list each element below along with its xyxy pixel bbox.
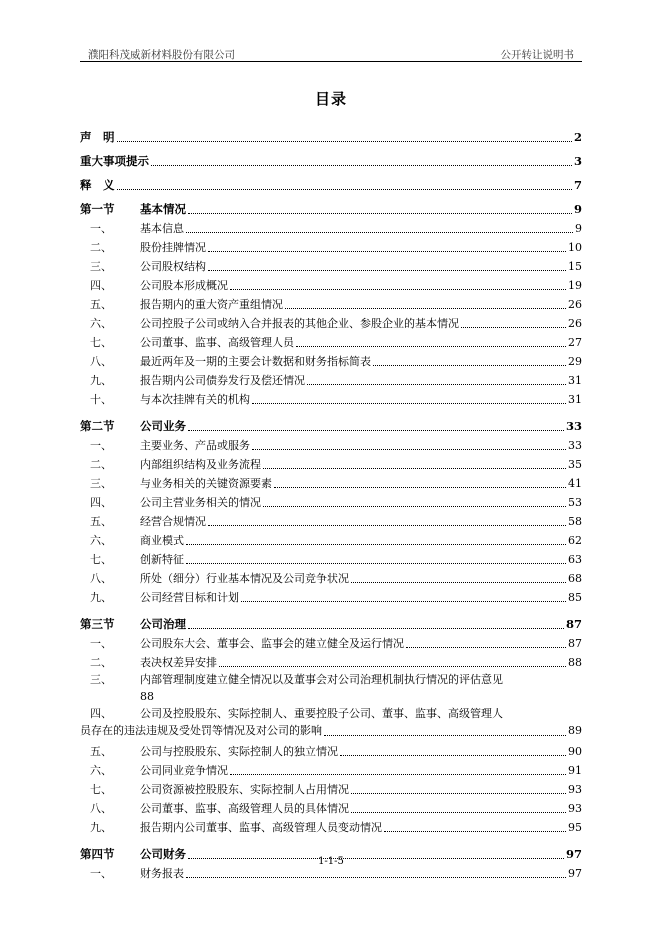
chapter-page: 97 xyxy=(565,847,582,861)
entry-number: 一、 xyxy=(90,439,112,452)
toc-entry[interactable] xyxy=(80,311,582,330)
entry-page: 88 xyxy=(140,690,154,703)
leader-dots xyxy=(351,792,566,794)
table-of-contents xyxy=(80,120,582,880)
entry-text: 公司与控股股东、实际控制人的独立情况 xyxy=(140,745,338,758)
toc-entry-title: 声 明 xyxy=(80,130,115,144)
leader-dots xyxy=(188,627,564,629)
chapter-title: 公司业务 xyxy=(140,419,186,433)
leader-dots xyxy=(373,364,566,366)
chapter-1-items xyxy=(80,216,582,406)
toc-entry-declaration[interactable] xyxy=(80,120,582,144)
entry-text: 报告期内的重大资产重组情况 xyxy=(140,298,283,311)
toc-entry[interactable] xyxy=(80,650,582,669)
entry-page: 63 xyxy=(568,553,582,566)
toc-entry[interactable] xyxy=(80,330,582,349)
leader-dots xyxy=(186,543,566,545)
toc-entry[interactable] xyxy=(80,471,582,490)
leader-dots xyxy=(263,505,566,507)
entry-text: 所处（细分）行业基本情况及公司竞争状况 xyxy=(140,572,349,585)
leader-dots xyxy=(117,140,572,142)
leader-dots xyxy=(324,734,566,736)
entry-text: 公司资源被控股股东、实际控制人占用情况 xyxy=(140,783,349,796)
entry-page: 41 xyxy=(568,477,582,490)
entry-page: 62 xyxy=(568,534,582,547)
leader-dots xyxy=(285,307,566,309)
entry-page: 91 xyxy=(568,764,582,777)
leader-dots xyxy=(384,830,566,832)
header-doc-type: 公开转让说明书 xyxy=(500,49,574,61)
entry-page: 35 xyxy=(568,458,582,471)
toc-entry[interactable] xyxy=(80,273,582,292)
entry-page: 9 xyxy=(575,222,582,235)
leader-dots xyxy=(219,665,566,667)
chapter-title: 公司治理 xyxy=(140,617,186,631)
chapter-3-items xyxy=(80,631,582,669)
entry-number: 三、 xyxy=(90,673,112,686)
toc-entry[interactable] xyxy=(80,235,582,254)
toc-entry[interactable] xyxy=(80,796,582,815)
entry-text: 公司股本形成概况 xyxy=(140,279,228,292)
entry-number: 四、 xyxy=(90,496,112,509)
leader-dots xyxy=(208,269,566,271)
toc-entry-ch3-item3[interactable] xyxy=(80,671,582,705)
entry-text: 公司股权结构 xyxy=(140,260,206,273)
page-title: 目录 xyxy=(314,90,347,108)
entry-text: 公司董事、监事、高级管理人员的具体情况 xyxy=(140,802,349,815)
toc-entry-title: 重大事项提示 xyxy=(80,154,149,168)
entry-number: 七、 xyxy=(90,783,112,796)
chapter-page: 87 xyxy=(565,617,582,631)
toc-entry[interactable] xyxy=(80,509,582,528)
entry-text: 内部组织结构及业务流程 xyxy=(140,458,261,471)
entry-number: 八、 xyxy=(90,802,112,815)
entry-number: 九、 xyxy=(90,591,112,604)
entry-number: 二、 xyxy=(90,241,112,254)
entry-number: 八、 xyxy=(90,355,112,368)
entry-number: 七、 xyxy=(90,553,112,566)
entry-number: 二、 xyxy=(90,656,112,669)
entry-text: 表决权差异安排 xyxy=(140,656,217,669)
leader-dots xyxy=(263,467,566,469)
toc-entry[interactable] xyxy=(80,452,582,471)
entry-number: 五、 xyxy=(90,298,112,311)
entry-number: 四、 xyxy=(90,707,112,720)
entry-text: 报告期内公司董事、监事、高级管理人员变动情况 xyxy=(140,821,382,834)
toc-entry[interactable] xyxy=(80,758,582,777)
entry-text: 商业模式 xyxy=(140,534,184,547)
entry-text: 基本信息 xyxy=(140,222,184,235)
entry-text: 公司同业竞争情况 xyxy=(140,764,228,777)
entry-page: 31 xyxy=(568,374,582,387)
toc-entry[interactable] xyxy=(80,292,582,311)
entry-page: 93 xyxy=(568,802,582,815)
leader-dots xyxy=(307,383,566,385)
entry-page: 95 xyxy=(568,821,582,834)
entry-number: 四、 xyxy=(90,279,112,292)
toc-entry[interactable] xyxy=(80,254,582,273)
entry-number: 一、 xyxy=(90,867,112,880)
entry-text: 财务报表 xyxy=(140,867,184,880)
entry-page: 26 xyxy=(568,298,582,311)
page-header xyxy=(80,45,582,62)
toc-entry[interactable] xyxy=(80,216,582,235)
chapter-2-items xyxy=(80,433,582,604)
entry-text: 最近两年及一期的主要会计数据和财务指标简表 xyxy=(140,355,371,368)
entry-number: 六、 xyxy=(90,534,112,547)
leader-dots xyxy=(340,754,566,756)
entry-text: 公司经营目标和计划 xyxy=(140,591,239,604)
toc-entry[interactable] xyxy=(80,368,582,387)
entry-page: 58 xyxy=(568,515,582,528)
entry-number: 六、 xyxy=(90,317,112,330)
entry-page: 27 xyxy=(568,336,582,349)
entry-text: 与本次挂牌有关的机构 xyxy=(140,393,250,406)
chapter-title: 基本情况 xyxy=(140,202,186,216)
toc-entry[interactable] xyxy=(80,566,582,585)
entry-number: 二、 xyxy=(90,458,112,471)
entry-page: 31 xyxy=(568,393,582,406)
toc-entry[interactable] xyxy=(80,349,582,368)
leader-dots xyxy=(296,345,566,347)
toc-entry-title: 释 义 xyxy=(80,178,115,192)
entry-text: 经营合规情况 xyxy=(140,515,206,528)
entry-text: 创新特征 xyxy=(140,553,184,566)
entry-page: 89 xyxy=(568,724,582,737)
entry-number: 九、 xyxy=(90,821,112,834)
entry-page: 19 xyxy=(568,279,582,292)
entry-page: 53 xyxy=(568,496,582,509)
entry-number: 七、 xyxy=(90,336,112,349)
toc-entry[interactable] xyxy=(80,631,582,650)
entry-page: 68 xyxy=(568,572,582,585)
entry-page: 29 xyxy=(568,355,582,368)
entry-page: 15 xyxy=(568,260,582,273)
chapter-page: 9 xyxy=(573,202,582,216)
entry-number: 五、 xyxy=(90,515,112,528)
leader-dots xyxy=(351,811,566,813)
toc-entry-definitions[interactable] xyxy=(80,168,582,192)
entry-text-line1: 公司及控股股东、实际控制人、重要控股子公司、董事、监事、高级管理人 xyxy=(140,707,503,720)
entry-page: 26 xyxy=(568,317,582,330)
chapter-3-items-rest xyxy=(80,739,582,834)
entry-number: 一、 xyxy=(90,222,112,235)
leader-dots xyxy=(241,600,566,602)
entry-page: 10 xyxy=(568,241,582,254)
leader-dots xyxy=(188,429,564,431)
chapter-number: 第四节 xyxy=(80,847,115,861)
entry-text: 公司控股子公司或纳入合并报表的其他企业、参股企业的基本情况 xyxy=(140,317,459,330)
leader-dots xyxy=(151,164,572,166)
entry-text: 报告期内公司债券发行及偿还情况 xyxy=(140,374,305,387)
leader-dots xyxy=(186,562,566,564)
toc-chapter-2[interactable] xyxy=(80,409,582,433)
entry-page: 87 xyxy=(568,637,582,650)
entry-text: 主要业务、产品或服务 xyxy=(140,439,250,452)
toc-entry[interactable] xyxy=(80,387,582,406)
chapter-page: 33 xyxy=(565,419,582,433)
leader-dots xyxy=(406,646,566,648)
toc-chapter-1[interactable] xyxy=(80,192,582,216)
entry-text-line2: 员存在的违法违规及受处罚等情况及对公司的影响 xyxy=(80,724,322,737)
entry-page: 88 xyxy=(568,656,582,669)
toc-entry[interactable] xyxy=(80,739,582,758)
entry-text: 与业务相关的关键资源要素 xyxy=(140,477,272,490)
header-company: 濮阳科茂威新材料股份有限公司 xyxy=(88,49,235,61)
page-footer-number: 1-1-5 xyxy=(318,856,344,867)
leader-dots xyxy=(230,288,566,290)
leader-dots xyxy=(186,876,566,878)
toc-entry[interactable] xyxy=(80,777,582,796)
toc-entry-page: 2 xyxy=(573,130,582,144)
toc-entry[interactable] xyxy=(80,585,582,604)
toc-entry-page: 7 xyxy=(573,178,582,192)
chapter-title: 公司财务 xyxy=(140,847,186,861)
entry-text: 公司主营业务相关的情况 xyxy=(140,496,261,509)
leader-dots xyxy=(461,326,566,328)
entry-text: 股份挂牌情况 xyxy=(140,241,206,254)
chapter-number: 第二节 xyxy=(80,419,115,433)
leader-dots xyxy=(274,486,566,488)
leader-dots xyxy=(186,231,573,233)
entry-page: 97 xyxy=(568,867,582,880)
entry-text: 公司董事、监事、高级管理人员 xyxy=(140,336,294,349)
entry-page: 93 xyxy=(568,783,582,796)
chapter-number: 第一节 xyxy=(80,202,115,216)
toc-entry-ch3-item4[interactable] xyxy=(80,705,582,739)
entry-text: 公司股东大会、董事会、监事会的建立健全及运行情况 xyxy=(140,637,404,650)
entry-page: 33 xyxy=(568,439,582,452)
toc-entry[interactable] xyxy=(80,433,582,452)
toc-entry[interactable] xyxy=(80,547,582,566)
leader-dots xyxy=(351,581,566,583)
leader-dots xyxy=(208,250,566,252)
entry-text: 内部管理制度建立健全情况以及董事会对公司治理机制执行情况的评估意见 xyxy=(140,673,503,686)
entry-number: 十、 xyxy=(90,393,112,406)
toc-entry[interactable] xyxy=(80,528,582,547)
entry-page: 85 xyxy=(568,591,582,604)
toc-entry-page: 3 xyxy=(573,154,582,168)
entry-number: 八、 xyxy=(90,572,112,585)
entry-number: 五、 xyxy=(90,745,112,758)
toc-entry[interactable] xyxy=(80,490,582,509)
leader-dots xyxy=(230,773,566,775)
entry-number: 一、 xyxy=(90,637,112,650)
toc-chapter-3[interactable] xyxy=(80,607,582,631)
leader-dots xyxy=(208,524,566,526)
leader-dots xyxy=(117,188,572,190)
leader-dots xyxy=(188,212,572,214)
entry-number: 三、 xyxy=(90,260,112,273)
entry-number: 六、 xyxy=(90,764,112,777)
toc-entry-major-notice[interactable] xyxy=(80,144,582,168)
leader-dots xyxy=(252,448,566,450)
toc-entry[interactable] xyxy=(80,815,582,834)
entry-page: 90 xyxy=(568,745,582,758)
entry-number: 三、 xyxy=(90,477,112,490)
entry-number: 九、 xyxy=(90,374,112,387)
chapter-number: 第三节 xyxy=(80,617,115,631)
leader-dots xyxy=(252,402,566,404)
